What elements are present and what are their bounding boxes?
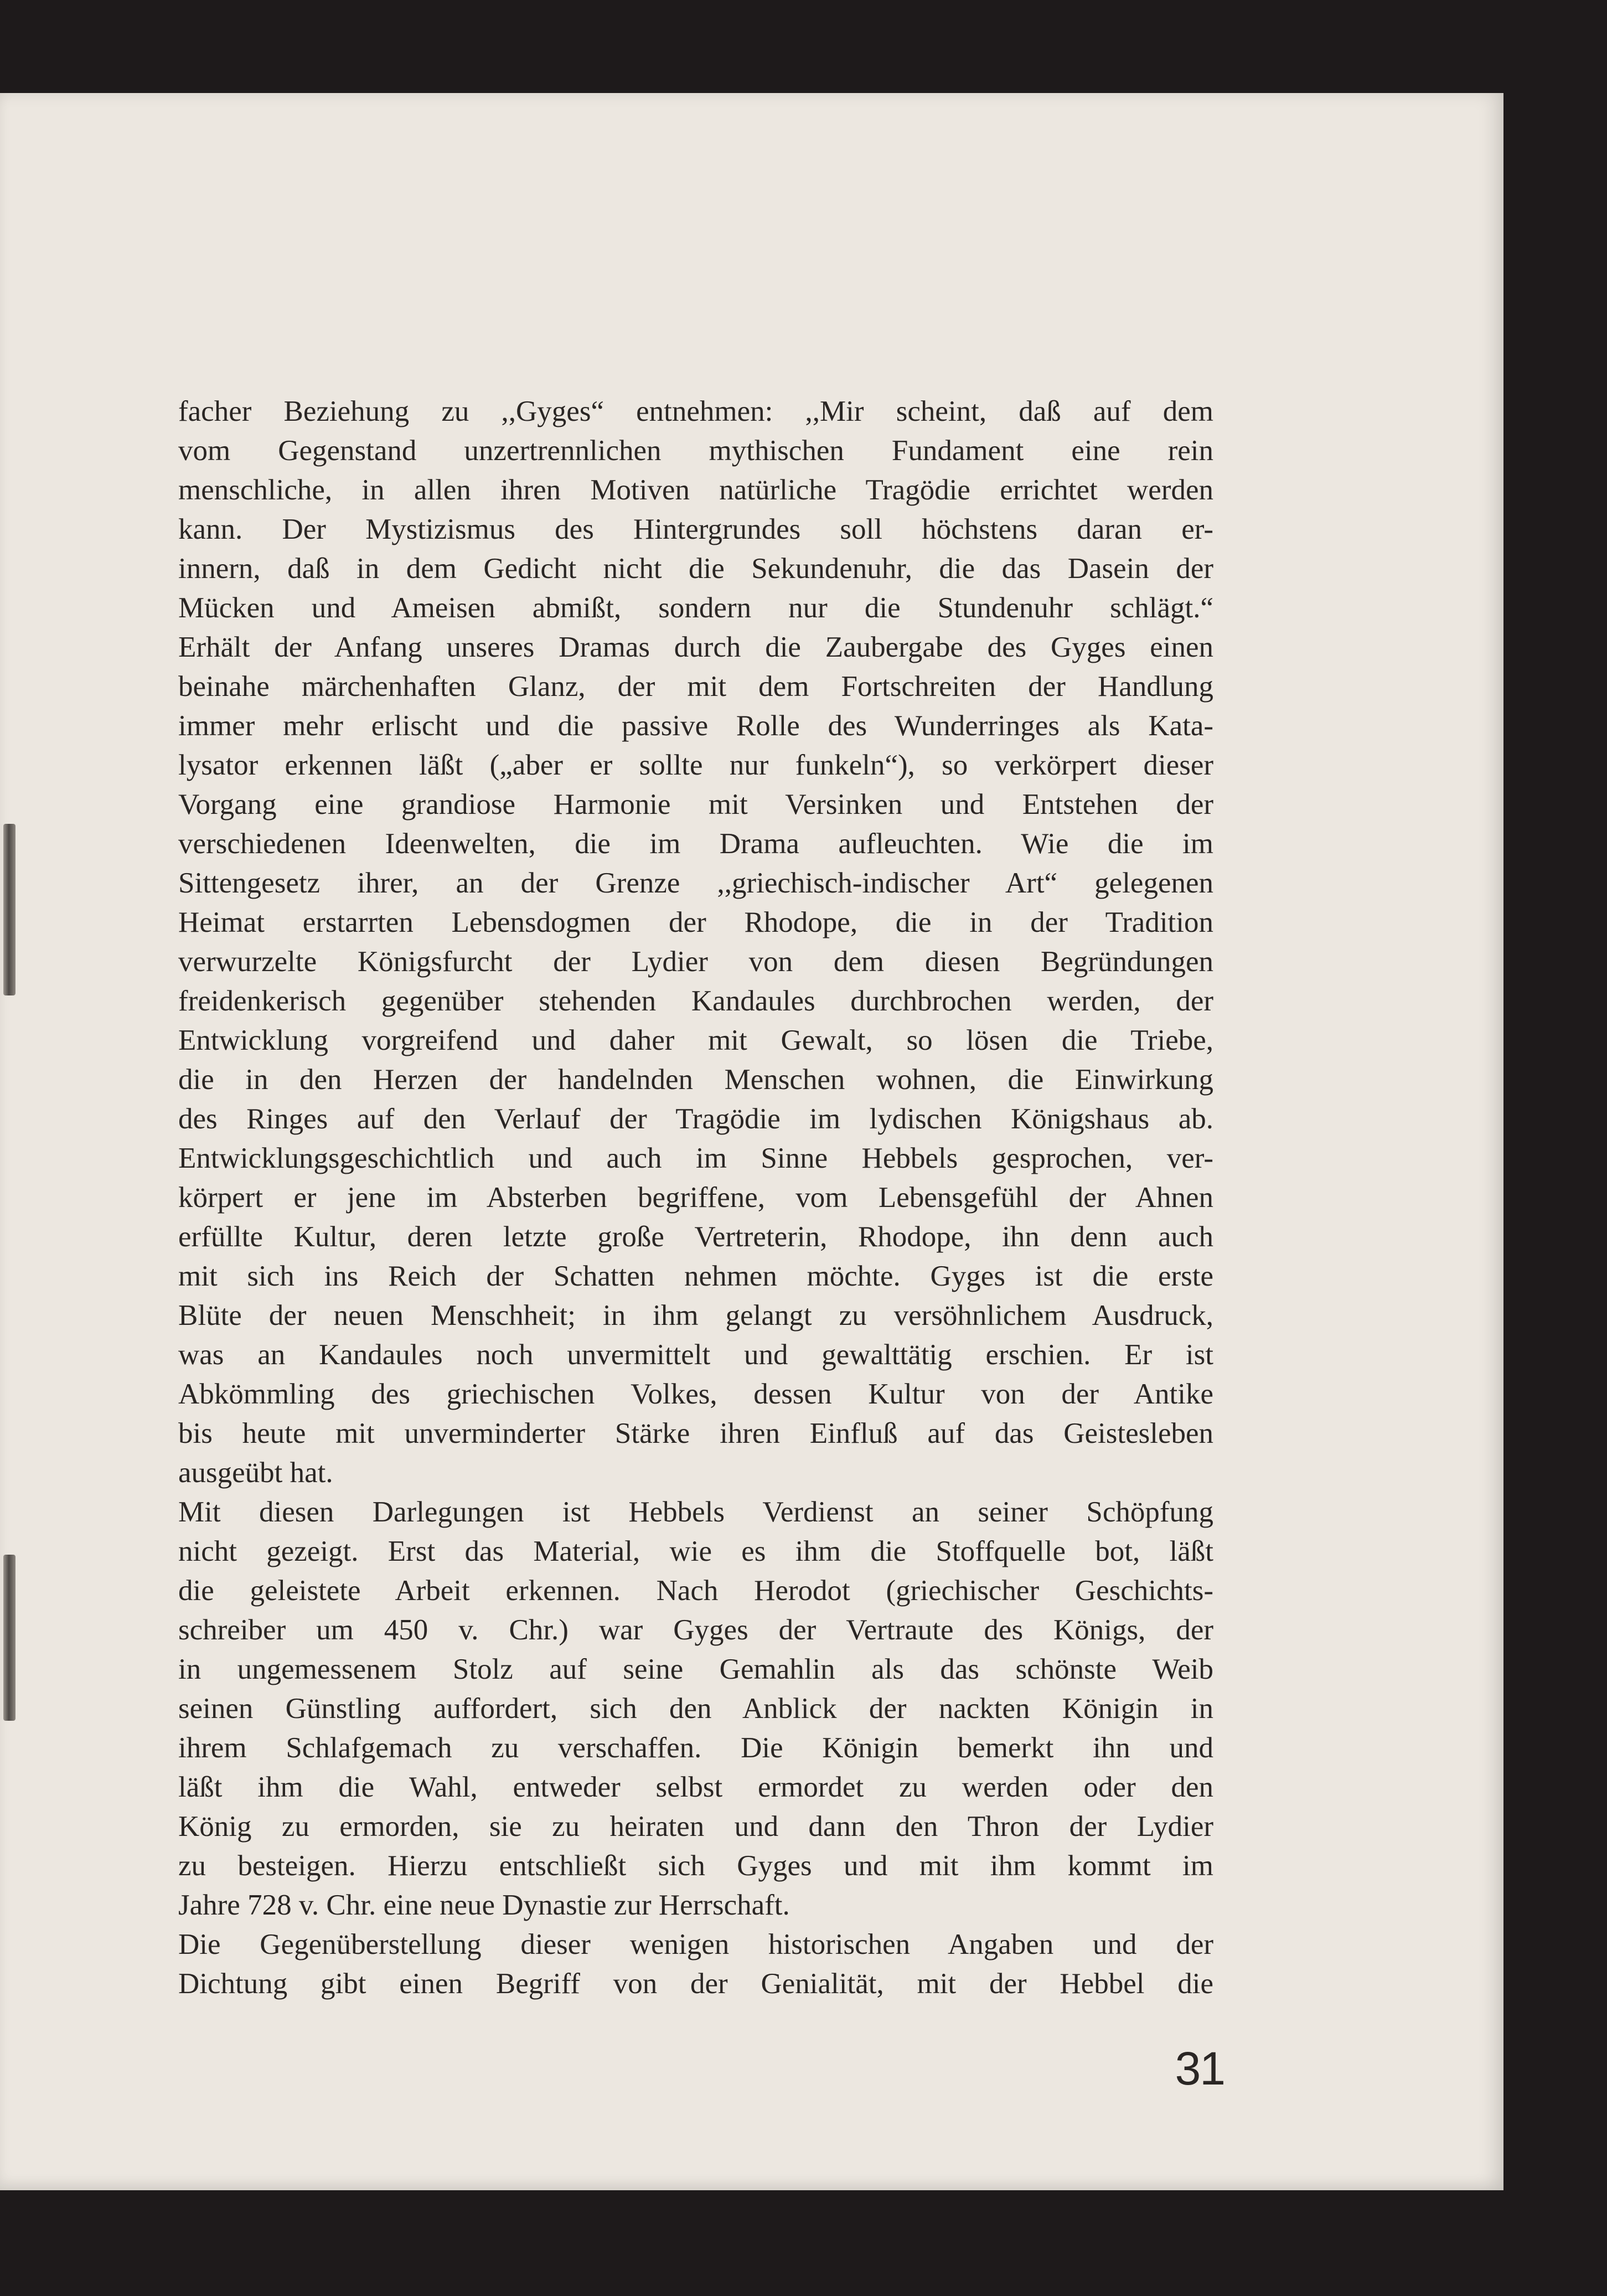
text-line: in ungemessenem Stolz auf seine Gemahlin als das schönste Weib [178,1653,1213,1685]
text-line: menschliche, in allen ihren Motiven natürliche Tragödie errichtet werden [178,474,1213,506]
text-line: kann. Der Mystizismus des Hintergrundes soll höchstens daran er- [178,513,1213,545]
text-line: bis heute mit unverminderter Stärke ihren Einfluß auf das Geistesleben [178,1417,1213,1449]
text-line: Mücken und Ameisen abmißt, sondern nur die Stundenuhr schlägt.“ [178,592,1213,624]
book-page [0,93,1503,2190]
text-line: lysator erkennen läßt („aber er sollte nur funkeln“), so verkörpert dieser [178,749,1213,781]
text-line: verschiedenen Ideenwelten, die im Drama aufleuchten. Wie die im [178,828,1213,860]
text-line: körpert er jene im Absterben begriffene, vom Lebensgefühl der Ahnen [178,1181,1213,1214]
text-line: facher Beziehung zu ,,Gyges“ entnehmen: ,,Mir scheint, daß auf dem [178,395,1213,427]
text-line: läßt ihm die Wahl, entweder selbst ermordet zu werden oder den [178,1771,1213,1803]
text-line: des Ringes auf den Verlauf der Tragödie im lydischen Königshaus ab. [178,1103,1213,1135]
text-line: erfüllte Kultur, deren letzte große Vertreterin, Rhodope, ihn denn auch [178,1221,1213,1253]
text-line: nicht gezeigt. Erst das Material, wie es ihm die Stoffquelle bot, läßt [178,1535,1213,1567]
text-line: immer mehr erlischt und die passive Rolle des Wunderringes als Kata- [178,710,1213,742]
text-line: Mit diesen Darlegungen ist Hebbels Verdienst an seiner Schöpfung [178,1496,1213,1528]
text-line: Jahre 728 v. Chr. eine neue Dynastie zur Herrschaft. [178,1889,790,1921]
text-line: die geleistete Arbeit erkennen. Nach Herodot (griechischer Geschichts- [178,1575,1213,1607]
text-line: Entwicklung vorgreifend und daher mit Gewalt, so lösen die Triebe, [178,1024,1213,1056]
text-line: seinen Günstling auffordert, sich den Anblick der nackten Königin in [178,1693,1213,1725]
text-line: Blüte der neuen Menschheit; in ihm gelangt zu versöhnlichem Ausdruck, [178,1299,1213,1332]
body-text [178,392,1213,2004]
text-line: ihrem Schlafgemach zu verschaffen. Die Königin bemerkt ihn und [178,1732,1213,1764]
text-line: beinahe märchenhaften Glanz, der mit dem Fortschreiten der Handlung [178,670,1213,703]
text-line: Die Gegenüberstellung dieser wenigen historischen Angaben und der [178,1928,1213,1960]
text-line: verwurzelte Königsfurcht der Lydier von dem diesen Begründungen [178,946,1213,978]
text-line: ausgeübt hat. [178,1457,333,1489]
text-line: König zu ermorden, sie zu heiraten und dann den Thron der Lydier [178,1810,1213,1843]
text-line: vom Gegenstand unzertrennlichen mythischen Fundament eine rein [178,435,1213,467]
text-line: die in den Herzen der handelnden Menschen wohnen, die Einwirkung [178,1064,1213,1096]
text-line: Entwicklungsgeschichtlich und auch im Sinne Hebbels gesprochen, ver- [178,1142,1213,1174]
text-line: mit sich ins Reich der Schatten nehmen möchte. Gyges ist die erste [178,1260,1213,1292]
text-line: Dichtung gibt einen Begriff von der Genialität, mit der Hebbel die [178,1968,1213,2000]
staple-top [3,824,15,995]
page-number: 31 [1175,2042,1224,2094]
text-line: Heimat erstarrten Lebensdogmen der Rhodope, die in der Tradition [178,906,1213,938]
text-line: freidenkerisch gegenüber stehenden Kandaules durchbrochen werden, der [178,985,1213,1017]
text-line: zu besteigen. Hierzu entschließt sich Gyges und mit ihm kommt im [178,1850,1213,1882]
text-line: Erhält der Anfang unseres Dramas durch die Zaubergabe des Gyges einen [178,631,1213,663]
text-line: Vorgang eine grandiose Harmonie mit Versinken und Entstehen der [178,788,1213,821]
text-line: Sittengesetz ihrer, an der Grenze ,,griechisch-indischer Art“ gelegenen [178,867,1213,899]
text-line: was an Kandaules noch unvermittelt und gewalttätig erschien. Er ist [178,1339,1213,1371]
staple-bottom [3,1555,15,1721]
text-line: Abkömmling des griechischen Volkes, dessen Kultur von der Antike [178,1378,1213,1410]
text-line: innern, daß in dem Gedicht nicht die Sekundenuhr, die das Dasein der [178,553,1213,585]
text-line: schreiber um 450 v. Chr.) war Gyges der Vertraute des Königs, der [178,1614,1213,1646]
